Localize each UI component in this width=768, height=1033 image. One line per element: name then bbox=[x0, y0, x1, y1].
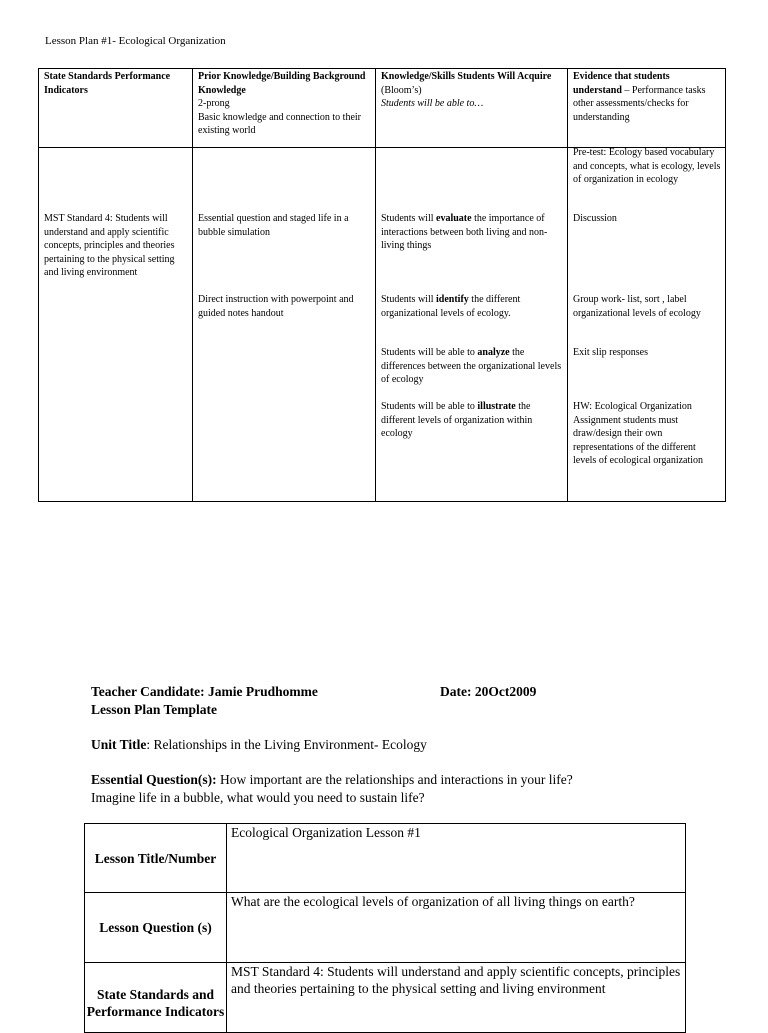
skill-post: the different levels of organization within ecology bbox=[381, 401, 533, 439]
mst-standard-text: MST Standard 4: Students will understand and apply scientific concepts, principles and theories pertaining to the physical setting and living environment bbox=[44, 213, 175, 278]
skill-verb: evaluate bbox=[436, 213, 472, 224]
skill-post: the different organizational levels of ecology. bbox=[381, 294, 521, 319]
header-evidence-title: Evidence that students understand bbox=[573, 71, 670, 96]
header-evidence bbox=[568, 69, 726, 148]
grid-header-row bbox=[39, 69, 726, 148]
skill-pre: Students will bbox=[381, 213, 437, 224]
header-knowledge-skills-title: Knowledge/Skills Students Will Acquire bbox=[381, 71, 552, 82]
header-state-standards-text: State Standards Performance Indicators bbox=[44, 71, 171, 96]
evidence-item: Exit slip responses bbox=[573, 347, 648, 358]
skill-post: the differences between the organizational levels of ecology bbox=[381, 347, 562, 385]
document-title: Lesson Plan #1- Ecological Organization bbox=[45, 35, 226, 47]
template-row bbox=[85, 963, 686, 1033]
lesson-date: Date: 20Oct2009 bbox=[440, 684, 537, 699]
evidence-item: Pre-test: Ecology based vocabulary and concepts, what is ecology, levels of organization in ecology bbox=[573, 147, 721, 185]
skill-verb: illustrate bbox=[477, 401, 516, 412]
evidence-item: HW: Ecological Organization Assignment students must draw/design their own representations of the different levels of ecological organization bbox=[573, 401, 704, 466]
skill-pre: Students will bbox=[381, 294, 437, 305]
grid-body-row bbox=[39, 148, 726, 502]
cell-state-standards bbox=[39, 148, 193, 502]
row-label: Lesson Title/Number bbox=[85, 824, 227, 893]
evidence-item: Discussion bbox=[573, 213, 617, 224]
header-prior-knowledge bbox=[193, 69, 376, 148]
header-evidence-desc: – Performance tasks other assessments/checks for understanding bbox=[573, 84, 706, 123]
skill-item bbox=[381, 293, 563, 320]
skill-item bbox=[381, 346, 563, 387]
evidence-item: Group work- list, sort , label organizational levels of ecology bbox=[573, 294, 701, 319]
header-prior-knowledge-title: Prior Knowledge/Building Background Knowledge bbox=[198, 71, 366, 96]
lesson-plan-grid bbox=[38, 68, 726, 502]
skill-verb: analyze bbox=[477, 347, 510, 358]
header-knowledge-skills bbox=[376, 69, 568, 148]
prior-knowledge-item: Direct instruction with powerpoint and guided notes handout bbox=[198, 294, 354, 319]
essential-questions-label: Essential Question(s): bbox=[91, 772, 217, 787]
template-row bbox=[85, 893, 686, 963]
template-title: Lesson Plan Template bbox=[91, 702, 218, 717]
cell-evidence bbox=[568, 148, 726, 502]
row-label: State Standards and Performance Indicators bbox=[85, 963, 227, 1033]
header-prior-knowledge-desc: Basic knowledge and connection to their existing world bbox=[198, 111, 362, 136]
header-students-able: Students will be able to… bbox=[381, 98, 484, 109]
skill-verb: identify bbox=[436, 294, 469, 305]
teacher-candidate: Teacher Candidate: Jamie Prudhomme bbox=[91, 684, 318, 699]
essential-questions bbox=[91, 771, 573, 807]
unit-title bbox=[91, 737, 427, 753]
unit-title-label: Unit Title bbox=[91, 737, 147, 752]
row-value: Ecological Organization Lesson #1 bbox=[227, 824, 686, 893]
row-value: MST Standard 4: Students will understand and apply scientific concepts, principles and theories pertaining to the physical setting and living environment bbox=[227, 963, 686, 1033]
prior-knowledge-item: Essential question and staged life in a bubble simulation bbox=[198, 213, 349, 238]
skill-pre: Students will be able to bbox=[381, 401, 478, 412]
row-label: Lesson Question (s) bbox=[85, 893, 227, 963]
cell-prior-knowledge bbox=[193, 148, 376, 502]
essential-question-2: Imagine life in a bubble, what would you need to sustain life? bbox=[91, 790, 425, 805]
skill-item bbox=[381, 212, 563, 253]
header-blooms: (Bloom’s) bbox=[381, 84, 422, 96]
lesson-plan-template-table bbox=[84, 823, 686, 1033]
skill-item bbox=[381, 400, 563, 441]
row-value: What are the ecological levels of organization of all living things on earth? bbox=[227, 893, 686, 963]
cell-knowledge-skills bbox=[376, 148, 568, 502]
skill-pre: Students will be able to bbox=[381, 347, 478, 358]
header-prior-knowledge-prong: 2-prong bbox=[198, 98, 230, 109]
skill-post: the importance of interactions between both living and non-living things bbox=[381, 213, 548, 251]
header-state-standards bbox=[39, 69, 193, 148]
essential-question-1: How important are the relationships and interactions in your life? bbox=[216, 772, 573, 787]
template-row bbox=[85, 824, 686, 893]
unit-title-value: : Relationships in the Living Environment- Ecology bbox=[146, 737, 427, 752]
